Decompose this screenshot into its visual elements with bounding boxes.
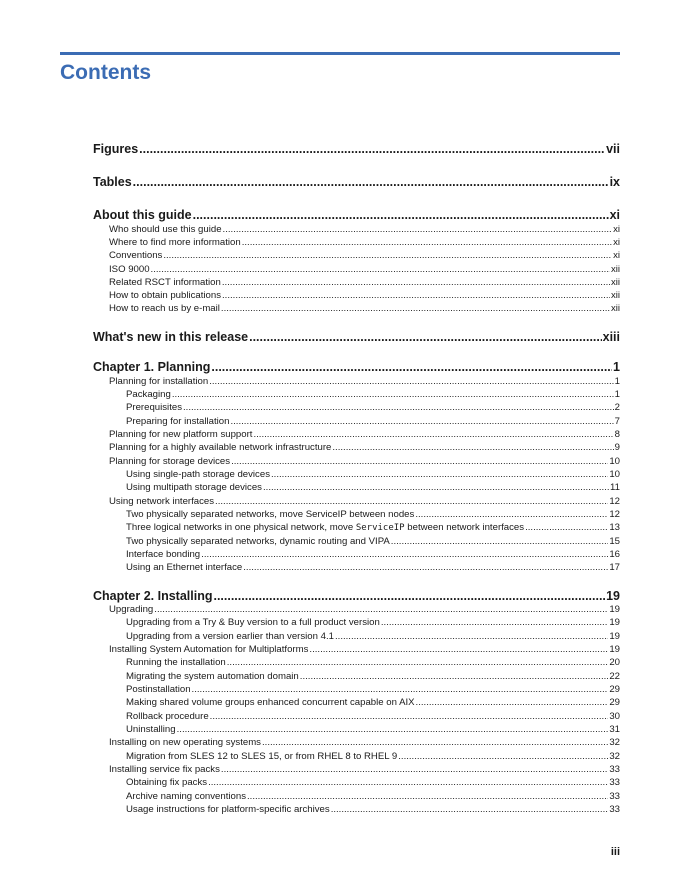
toc-entry[interactable]: Interface bonding ..... 16 — [126, 549, 620, 560]
toc-entry[interactable]: How to reach us by e-mail ..... xii — [109, 303, 620, 314]
toc-entry[interactable]: Upgrading from a version earlier than version 4.1 ..... 19 — [126, 631, 620, 642]
toc-entry-tables[interactable]: Tables ..... ix — [93, 175, 620, 189]
toc-entry-chapter-2[interactable]: Chapter 2. Installing ..... 19 — [93, 589, 620, 603]
toc-entry[interactable]: Using single-path storage devices ..... 10 — [126, 469, 620, 480]
toc-entry-whats-new[interactable]: What's new in this release ..... xiii — [93, 330, 620, 344]
toc-entry[interactable]: ISO 9000 ..... xii — [109, 264, 620, 275]
toc-entry[interactable]: Using network interfaces ..... 12 — [109, 496, 620, 507]
toc-entry[interactable]: Running the installation ..... 20 — [126, 657, 620, 668]
toc-entry[interactable]: Planning for a highly available network infrastructure ..... 9 — [109, 442, 620, 453]
toc-entry[interactable]: Where to find more information ..... xi — [109, 237, 620, 248]
toc-entry[interactable]: Packaging ..... 1 — [126, 389, 620, 400]
header-rule — [60, 52, 620, 55]
toc-entry[interactable]: Preparing for installation ..... 7 — [126, 416, 620, 427]
toc-entry[interactable]: Uninstalling ..... 31 — [126, 724, 620, 735]
toc-entry[interactable]: Obtaining fix packs ..... 33 — [126, 777, 620, 788]
toc-entry[interactable]: Making shared volume groups enhanced concurrent capable on AIX ..... 29 — [126, 697, 620, 708]
toc-entry[interactable]: Installing on new operating systems ..... 32 — [109, 737, 620, 748]
toc-entry[interactable]: Using an Ethernet interface ..... 17 — [126, 562, 620, 573]
toc-entry[interactable]: Who should use this guide ..... xi — [109, 224, 620, 235]
toc-entry[interactable]: Planning for installation ..... 1 — [109, 376, 620, 387]
toc-entry[interactable]: Planning for storage devices ..... 10 — [109, 456, 620, 467]
toc-entry[interactable]: Installing System Automation for Multiplatforms ..... 19 — [109, 644, 620, 655]
toc-entry[interactable]: Two physically separated networks, move ServiceIP between nodes ..... 12 — [126, 509, 620, 520]
toc-entry[interactable]: Migration from SLES 12 to SLES 15, or from RHEL 8 to RHEL 9 ..... 32 — [126, 751, 620, 762]
toc-entry[interactable]: Upgrading ..... 19 — [109, 604, 620, 615]
page-number: iii — [610, 846, 620, 858]
toc-entry[interactable]: Two physically separated networks, dynamic routing and VIPA ..... 15 — [126, 536, 620, 547]
toc-entry-about-this-guide[interactable]: About this guide ..... xi — [93, 208, 620, 222]
toc-entry[interactable]: Usage instructions for platform-specific archives ..... 33 — [126, 804, 620, 815]
toc-entry[interactable]: Prerequisites ..... 2 — [126, 402, 620, 413]
toc-entry-figures[interactable]: Figures ..... vii — [93, 142, 620, 156]
page-title: Contents — [60, 61, 151, 84]
toc-entry[interactable]: Migrating the system automation domain ..... 22 — [126, 671, 620, 682]
toc-entry[interactable]: Using multipath storage devices ..... 11 — [126, 482, 620, 493]
toc-entry[interactable]: Upgrading from a Try & Buy version to a full product version ..... 19 — [126, 617, 620, 628]
toc-entry[interactable]: Rollback procedure ..... 30 — [126, 711, 620, 722]
toc-entry-chapter-1[interactable]: Chapter 1. Planning ..... 1 — [93, 360, 620, 374]
toc-entry[interactable]: Installing service fix packs ..... 33 — [109, 764, 620, 775]
toc-entry[interactable]: Three logical networks in one physical network, move ServiceIP between network interfaces ..... 13 — [126, 522, 620, 533]
toc-entry[interactable]: Planning for new platform support ..... 8 — [109, 429, 620, 440]
toc-entry[interactable]: Conventions ..... xi — [109, 250, 620, 261]
toc-entry[interactable]: Related RSCT information ..... xii — [109, 277, 620, 288]
code-serviceip: ServiceIP — [355, 523, 405, 533]
toc-entry[interactable]: How to obtain publications ..... xii — [109, 290, 620, 301]
toc-entry[interactable]: Archive naming conventions ..... 33 — [126, 791, 620, 802]
toc-entry[interactable]: Postinstallation ..... 29 — [126, 684, 620, 695]
